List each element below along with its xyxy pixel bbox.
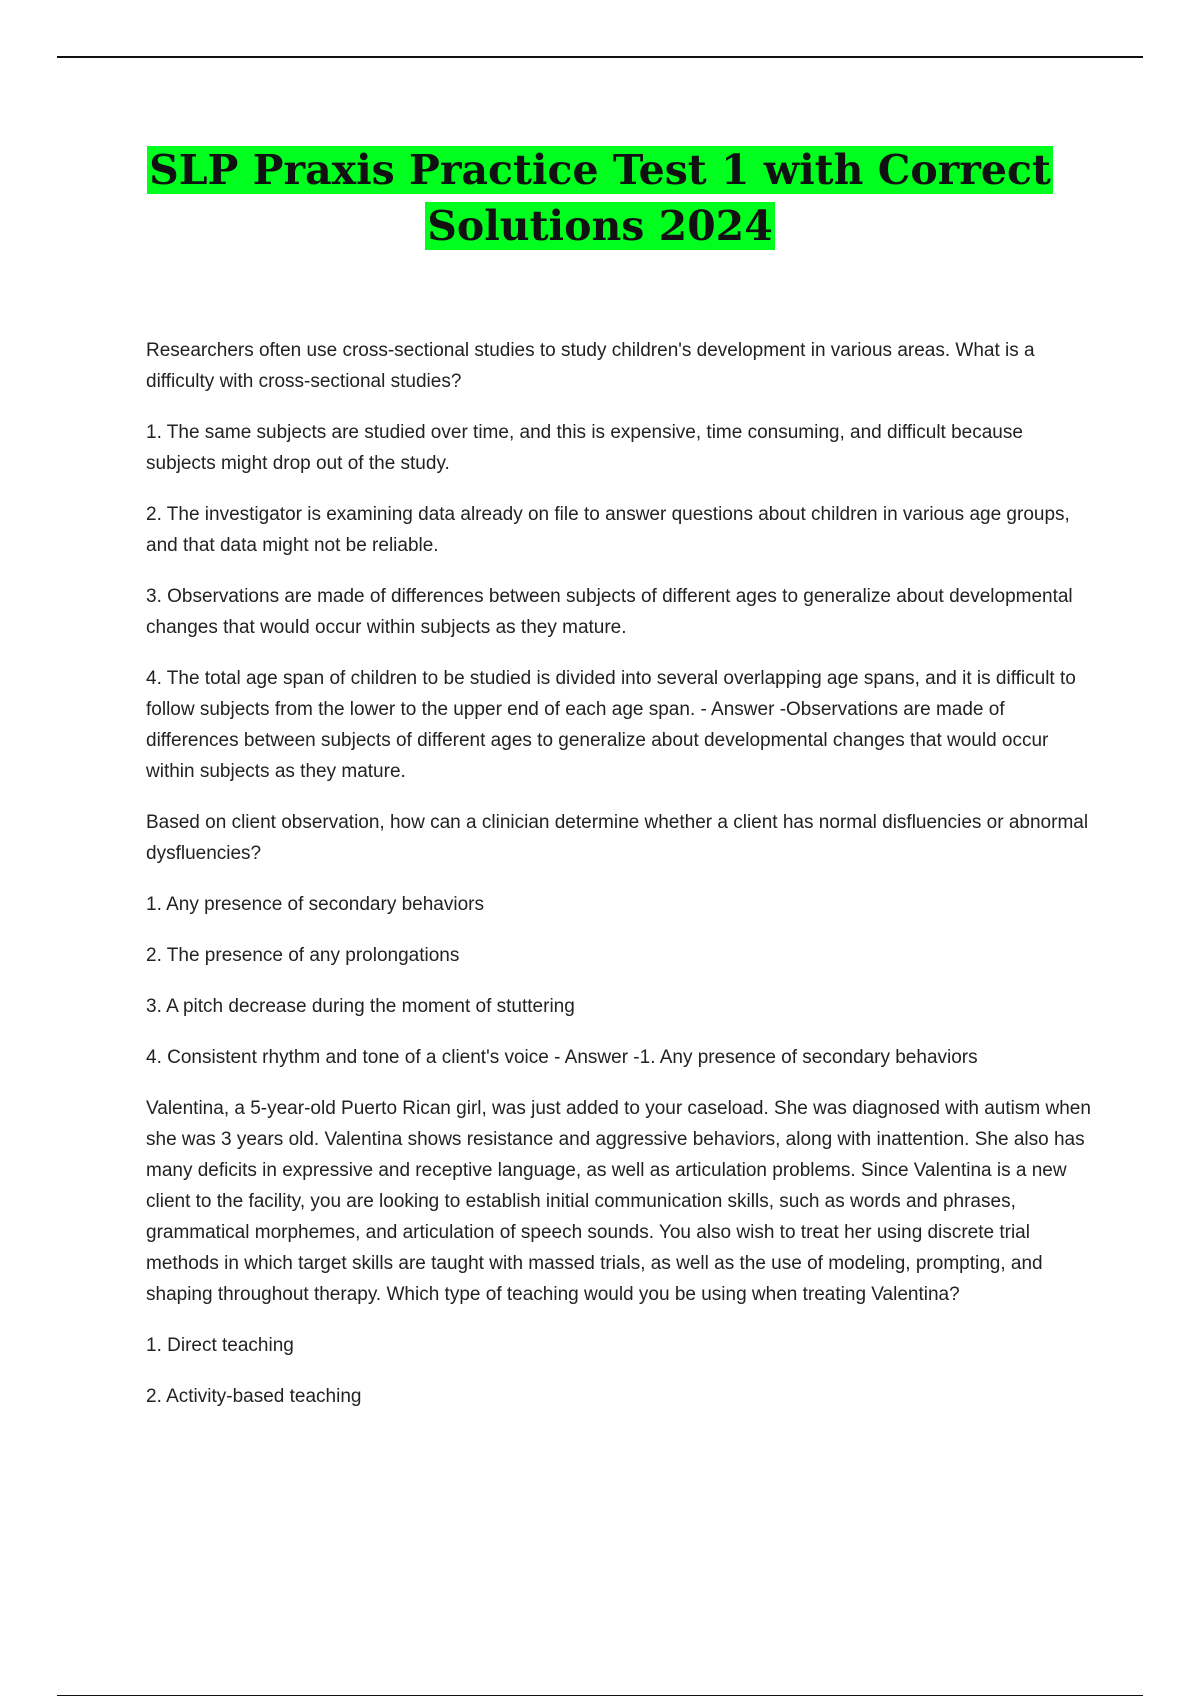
question-2-option-2: 2. The presence of any prolongations [146, 945, 460, 966]
question-3-option-1: 1. Direct teaching [146, 1335, 294, 1356]
question-1-stem: Researchers often use cross-sectional studies to study children's development in various areas. What is a difficulty with cross-sectional studies? [146, 340, 1035, 392]
question-1-option-2: 2. The investigator is examining data already on file to answer questions about children in various age groups, and that data might not be reliable. [146, 504, 1070, 556]
question-2-option-3: 3. A pitch decrease during the moment of stuttering [146, 996, 575, 1017]
bottom-rule [57, 1695, 1143, 1696]
question-3-stem: Valentina, a 5-year-old Puerto Rican girl, was just added to your caseload. She was diagnosed with autism when she was 3 years old. Valentina shows resistance and aggressive behaviors, along with inattention. She also has many deficits in expressive and receptive language, as well as articulation problems. Since Valentina is a new client to the facility, you are looking to establish initial communication skills, such as words and phrases, grammatical morphemes, and articulation of speech sounds. You also wish to treat her using discrete trial methods in which target skills are taught with massed trials, as well as the use of modeling, prompting, and shaping throughout therapy. Which type of teaching would you be using when treating Valentina? [146, 1098, 1091, 1305]
top-rule [57, 56, 1143, 58]
question-1-option-1: 1. The same subjects are studied over time, and this is expensive, time consuming, and difficult because subjects might drop out of the study. [146, 422, 1023, 474]
document-title [120, 142, 1080, 254]
question-2-option-4-answer: 4. Consistent rhythm and tone of a client's voice - Answer -1. Any presence of secondary behaviors [146, 1047, 978, 1068]
question-3-option-2: 2. Activity-based teaching [146, 1386, 362, 1407]
title-line-2: Solutions 2024 [427, 202, 773, 250]
question-1-option-3: 3. Observations are made of differences between subjects of different ages to generalize about developmental changes that would occur within subjects as they mature. [146, 586, 1073, 638]
question-content [146, 335, 1096, 1432]
question-2-option-1: 1. Any presence of secondary behaviors [146, 894, 484, 915]
question-1-option-4-answer: 4. The total age span of children to be studied is divided into several overlapping age spans, and it is difficult to follow subjects from the lower to the upper end of each age span. - Answer -Observations are made of differences between subjects of different ages to generalize about developmental changes that would occur within subjects as they mature. [146, 668, 1076, 782]
question-2-stem: Based on client observation, how can a clinician determine whether a client has normal disfluencies or abnormal dysfluencies? [146, 812, 1089, 864]
title-line-1: SLP Praxis Practice Test 1 with Correct [149, 146, 1051, 194]
